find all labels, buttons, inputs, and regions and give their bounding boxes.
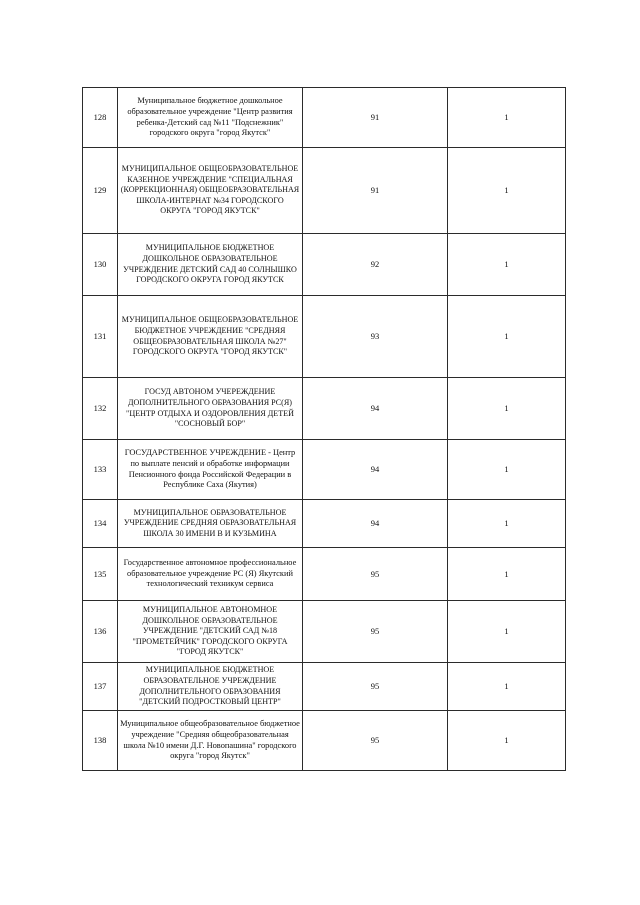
count-value: 1	[448, 378, 566, 440]
organization-name: ГОСУД АВТОНОМ УЧЕРЕЖДЕНИЕ ДОПОЛНИТЕЛЬНОГО ОБРАЗОВАНИЯ РС(Я) "ЦЕНТР ОТДЫХА И ОЗДОРОВЛЕНИЯ ДЕТЕЙ "СОСНОВЫЙ БОР"	[118, 378, 303, 440]
table-body	[83, 88, 566, 771]
score-value: 93	[303, 296, 448, 378]
count-value: 1	[448, 88, 566, 148]
row-number: 129	[83, 148, 118, 234]
score-value: 91	[303, 88, 448, 148]
organization-name: МУНИЦИПАЛЬНОЕ ОБРАЗОВАТЕЛЬНОЕ УЧРЕЖДЕНИЕ СРЕДНЯЯ ОБРАЗОВАТЕЛЬНАЯ ШКОЛА 30 ИМЕНИ В И КУЗЬМИНА	[118, 500, 303, 548]
row-number: 136	[83, 601, 118, 663]
organization-name: ГОСУДАРСТВЕННОЕ УЧРЕЖДЕНИЕ - Центр по выплате пенсий и обработке информации Пенсионного фонда Российской Федерации в Республике Саха (Якутия)	[118, 440, 303, 500]
row-number: 138	[83, 711, 118, 771]
count-value: 1	[448, 440, 566, 500]
score-value: 94	[303, 440, 448, 500]
organization-name: МУНИЦИПАЛЬНОЕ ОБЩЕОБРАЗОВАТЕЛЬНОЕ КАЗЕННОЕ УЧРЕЖДЕНИЕ "СПЕЦИАЛЬНАЯ (КОРРЕКЦИОННАЯ) ОБЩЕОБРАЗОВАТЕЛЬНАЯ ШКОЛА-ИНТЕРНАТ №34 ГОРОДСКОГО ОКРУГА "ГОРОД ЯКУТСК"	[118, 148, 303, 234]
score-value: 95	[303, 663, 448, 711]
count-value: 1	[448, 500, 566, 548]
table-row	[83, 500, 566, 548]
row-number: 130	[83, 234, 118, 296]
count-value: 1	[448, 711, 566, 771]
table-row	[83, 601, 566, 663]
score-value: 94	[303, 378, 448, 440]
count-value: 1	[448, 663, 566, 711]
score-value: 94	[303, 500, 448, 548]
count-value: 1	[448, 548, 566, 601]
table-row	[83, 234, 566, 296]
table-row	[83, 296, 566, 378]
organization-name: Муниципальное общеобразовательное бюджетное учреждение "Средняя общеобразовательная школа №10 имени Д.Г. Новопашина" городского округа "город Якутск"	[118, 711, 303, 771]
row-number: 135	[83, 548, 118, 601]
count-value: 1	[448, 601, 566, 663]
count-value: 1	[448, 234, 566, 296]
organization-name: МУНИЦИПАЛЬНОЕ БЮДЖЕТНОЕ ДОШКОЛЬНОЕ ОБРАЗОВАТЕЛЬНОЕ УЧРЕЖДЕНИЕ ДЕТСКИЙ САД 40 СОЛНЫШКО ГОРОДСКОГО ОКРУГА ГОРОД ЯКУТСК	[118, 234, 303, 296]
organization-name: МУНИЦИПАЛЬНОЕ АВТОНОМНОЕ ДОШКОЛЬНОЕ ОБРАЗОВАТЕЛЬНОЕ УЧРЕЖДЕНИЕ "ДЕТСКИЙ САД №18 "ПРОМЕТЕЙЧИК" ГОРОДСКОГО ОКРУГА "ГОРОД ЯКУТСК"	[118, 601, 303, 663]
row-number: 133	[83, 440, 118, 500]
table-row	[83, 663, 566, 711]
table-row	[83, 711, 566, 771]
row-number: 128	[83, 88, 118, 148]
table-row	[83, 378, 566, 440]
table-row	[83, 88, 566, 148]
row-number: 132	[83, 378, 118, 440]
score-value: 95	[303, 711, 448, 771]
organizations-table	[82, 87, 566, 771]
organization-name: Муниципальное бюджетное дошкольное образовательное учреждение "Центр развития ребенка-Детский сад №11 "Подснежник" городского округа "город Якутск"	[118, 88, 303, 148]
count-value: 1	[448, 148, 566, 234]
score-value: 91	[303, 148, 448, 234]
score-value: 92	[303, 234, 448, 296]
organization-name: Государственное автономное профессиональное образовательное учреждение РС (Я) Якутский технологический техникум сервиса	[118, 548, 303, 601]
score-value: 95	[303, 548, 448, 601]
organization-name: МУНИЦИПАЛЬНОЕ ОБЩЕОБРАЗОВАТЕЛЬНОЕ БЮДЖЕТНОЕ УЧРЕЖДЕНИЕ "СРЕДНЯЯ ОБЩЕОБРАЗОВАТЕЛЬНАЯ ШКОЛА №27" ГОРОДСКОГО ОКРУГА "ГОРОД ЯКУТСК"	[118, 296, 303, 378]
score-value: 95	[303, 601, 448, 663]
table-row	[83, 548, 566, 601]
row-number: 137	[83, 663, 118, 711]
organization-name: МУНИЦИПАЛЬНОЕ БЮДЖЕТНОЕ ОБРАЗОВАТЕЛЬНОЕ УЧРЕЖДЕНИЕ ДОПОЛНИТЕЛЬНОГО ОБРАЗОВАНИЯ "ДЕТСКИЙ ПОДРОСТКОВЫЙ ЦЕНТР"	[118, 663, 303, 711]
table-row	[83, 148, 566, 234]
table-row	[83, 440, 566, 500]
row-number: 134	[83, 500, 118, 548]
row-number: 131	[83, 296, 118, 378]
count-value: 1	[448, 296, 566, 378]
